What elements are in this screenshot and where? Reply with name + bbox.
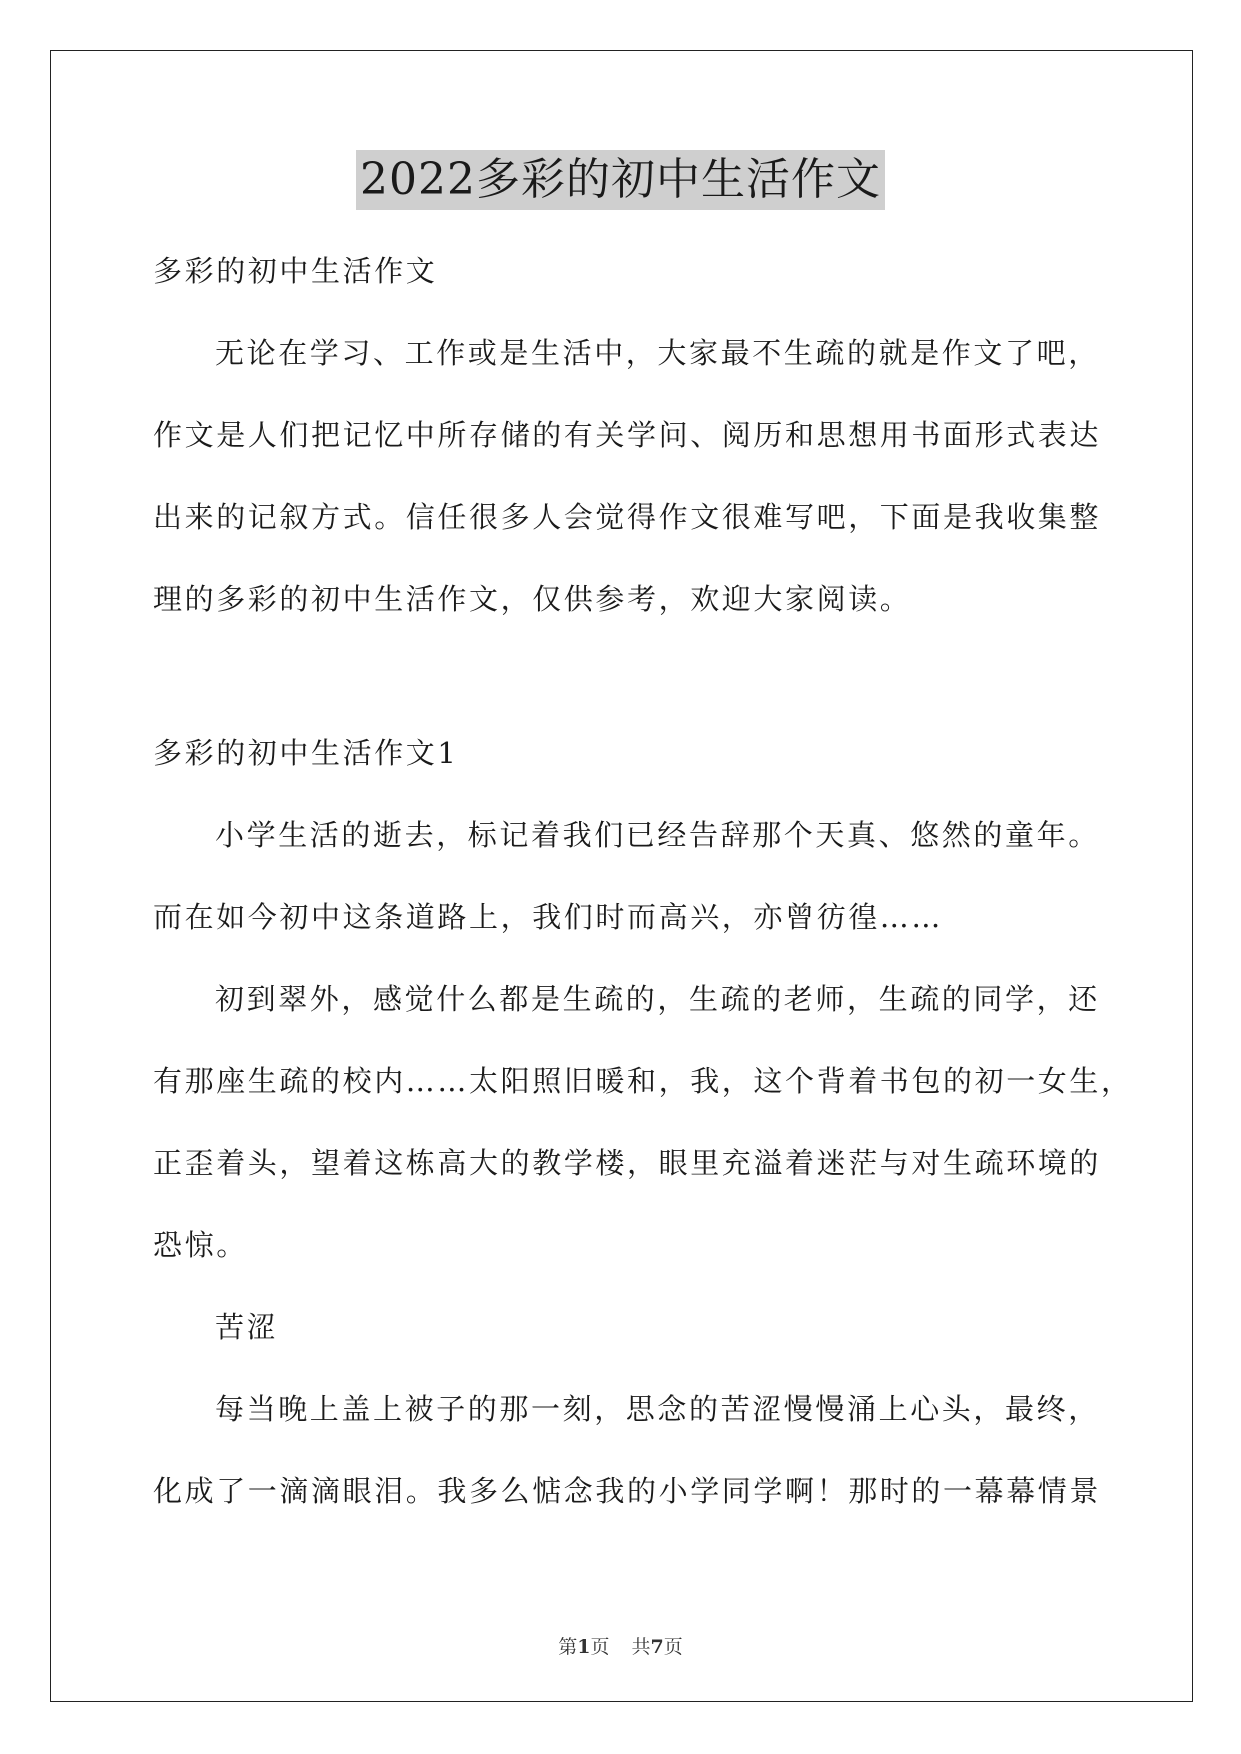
page-footer [0, 1632, 1241, 1659]
current-page-number: 1 [577, 1636, 591, 1658]
page-prefix: 第 [558, 1636, 578, 1658]
paragraph-line: 有那座生疏的校内……太阳照旧暖和，我，这个背着书包的初一女生， [153, 1064, 1133, 1098]
paragraph-line: 小学生活的逝去，标记着我们已经告辞那个天真、悠然的童年。 [215, 818, 1100, 852]
paragraph-line: 理的多彩的初中生活作文，仅供参考，欢迎大家阅读。 [153, 582, 912, 616]
paragraph-line: 无论在学习、工作或是生活中，大家最不生疏的就是作文了吧， [215, 336, 1100, 370]
total-suffix: 页 [663, 1636, 683, 1658]
section-heading: 多彩的初中生活作文1 [153, 736, 459, 770]
paragraph-line: 而在如今初中这条道路上，我们时而高兴，亦曾彷徨…… [153, 900, 944, 934]
paragraph-line: 每当晚上盖上被子的那一刻，思念的苦涩慢慢涌上心头，最终， [215, 1392, 1100, 1426]
subheading: 苦涩 [215, 1310, 279, 1344]
paragraph-line: 化成了一滴滴眼泪。我多么惦念我的小学同学啊！那时的一幕幕情景 [153, 1474, 1102, 1508]
title-container [0, 150, 1241, 210]
total-page-number: 7 [650, 1636, 664, 1658]
paragraph-line: 正歪着头，望着这栋高大的教学楼，眼里充溢着迷茫与对生疏环境的 [153, 1146, 1102, 1180]
paragraph-gap [153, 640, 1093, 712]
document-title: 2022多彩的初中生活作文 [356, 150, 885, 210]
section-heading: 多彩的初中生活作文 [153, 254, 438, 288]
total-prefix: 共 [631, 1636, 651, 1658]
paragraph-line: 作文是人们把记忆中所存储的有关学问、阅历和思想用书面形式表达 [153, 418, 1102, 452]
paragraph-line: 恐惊。 [153, 1228, 248, 1262]
paragraph-line: 初到翠外，感觉什么都是生疏的，生疏的老师，生疏的同学，还 [215, 982, 1100, 1016]
page-suffix: 页 [590, 1636, 610, 1658]
document-body [153, 230, 1133, 1532]
paragraph-line: 出来的记叙方式。信任很多人会觉得作文很难写吧，下面是我收集整 [153, 500, 1102, 534]
